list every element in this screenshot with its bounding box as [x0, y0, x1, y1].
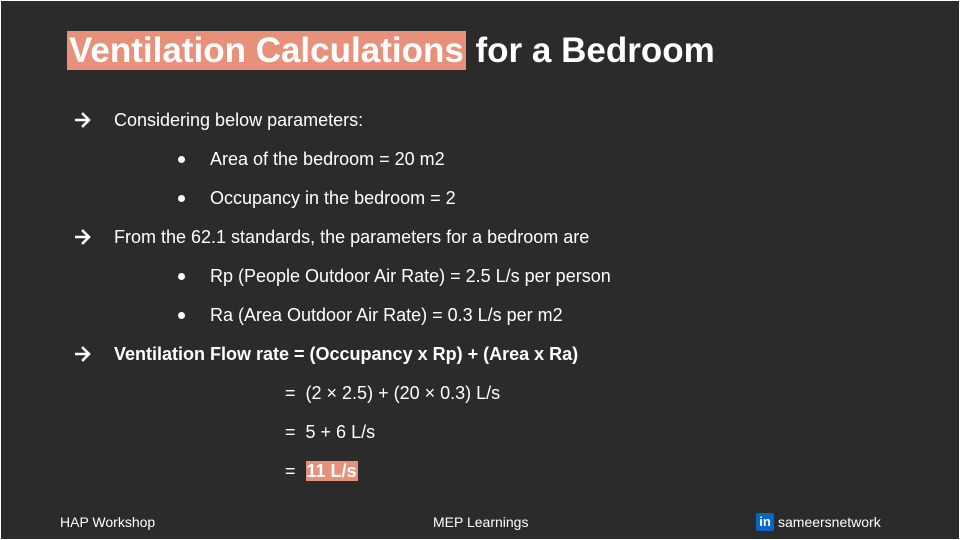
slide: [1, 1, 959, 539]
bullet-icon: [178, 273, 185, 280]
formula-text: Ventilation Flow rate = (Occupancy x Rp) + (Area x Ra): [114, 344, 579, 364]
bullet-text: From the 62.1 standards, the parameters for a bedroom are: [114, 227, 590, 247]
equals-sign: =: [285, 422, 296, 442]
linkedin-handle[interactable]: sameersnetwork: [778, 514, 881, 530]
sub-bullet-text: Ra (Area Outdoor Air Rate) = 0.3 L/s per m2: [210, 305, 563, 325]
bullet-icon: [178, 195, 185, 202]
bullet-icon: [178, 312, 185, 319]
title-highlight: Ventilation Calculations: [69, 31, 464, 70]
equals-sign: =: [285, 383, 296, 403]
bullet-text: Considering below parameters:: [114, 110, 364, 130]
arrow-right-icon: [75, 343, 93, 365]
sub-bullet-text: Area of the bedroom = 20 m2: [210, 149, 445, 169]
equation-line: [285, 460, 358, 482]
equation-line: [285, 382, 500, 404]
equation-expression: (2 × 2.5) + (20 × 0.3) L/s: [305, 383, 501, 403]
arrow-right-icon: [75, 226, 93, 248]
result-highlight: 11 L/s: [306, 461, 357, 481]
linkedin-icon: in: [756, 513, 774, 531]
sub-bullet-text: Rp (People Outdoor Air Rate) = 2.5 L/s per person: [210, 266, 611, 286]
sub-bullet-text: Occupancy in the bedroom = 2: [210, 188, 456, 208]
footer-right: [756, 513, 881, 531]
arrow-right-icon: [75, 109, 93, 131]
equation-line: [285, 421, 375, 443]
bullet-icon: [178, 156, 185, 163]
slide-title: [67, 29, 715, 73]
equals-sign: =: [285, 461, 296, 481]
footer-center: MEP Learnings: [433, 514, 529, 530]
footer-left: HAP Workshop: [60, 514, 156, 530]
title-rest: for a Bedroom: [465, 31, 715, 70]
equation-expression: 5 + 6 L/s: [305, 422, 376, 442]
